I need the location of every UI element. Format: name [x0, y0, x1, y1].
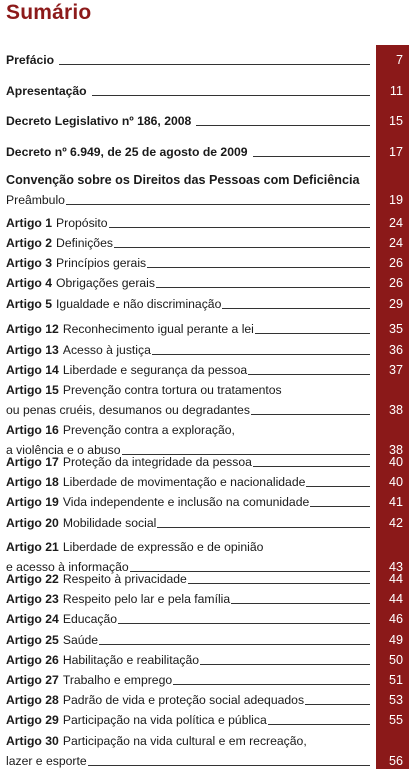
- toc-entry-line: [6, 749, 370, 769]
- toc-entry-text: Habilitação e reabilitação: [62, 653, 200, 667]
- toc-entry-line: [6, 648, 370, 668]
- leader-line: [248, 374, 370, 375]
- leader-line: [109, 227, 370, 228]
- leader-line: [99, 644, 370, 645]
- toc-entry-text: a violência e o abuso: [6, 443, 121, 457]
- toc-entry-text: Prevenção contra a exploração,: [62, 423, 235, 437]
- toc-entry-text: Saúde: [62, 633, 99, 647]
- toc-entry-line: [6, 628, 370, 648]
- toc-entry-line: [6, 567, 370, 587]
- toc-entry-line: [6, 271, 370, 291]
- toc-entry-label: Artigo 15: [6, 383, 59, 397]
- leader-line: [147, 267, 370, 268]
- toc-entry-text: e acesso à informação: [6, 560, 129, 574]
- toc-entry-label: Artigo 30: [6, 734, 59, 748]
- leader-line: [253, 466, 370, 467]
- toc-entry-line: [6, 317, 370, 337]
- toc-entry-line: [6, 708, 370, 728]
- page-number: 51: [388, 673, 403, 687]
- toc-entry-line: [6, 688, 370, 708]
- toc-entry-label: Artigo 5: [6, 297, 53, 311]
- page-number: 15: [388, 114, 403, 128]
- page-title: Sumário: [6, 1, 92, 24]
- leader-line: [268, 724, 370, 725]
- page-number: 44: [388, 592, 403, 606]
- page-number: 38: [388, 403, 403, 417]
- toc-entry-label: Artigo 21: [6, 540, 59, 554]
- page-number: 11: [389, 84, 403, 98]
- toc-entry-label: Artigo 29: [6, 713, 59, 727]
- toc-entry-text: Preâmbulo: [6, 193, 65, 207]
- leader-line: [156, 287, 370, 288]
- toc-entry-text: Propósito: [56, 216, 108, 230]
- toc-entry-line: [6, 729, 307, 749]
- toc-entry-text: Princípios gerais: [56, 256, 147, 270]
- leader-line: [157, 527, 370, 528]
- toc-entry-label: Artigo 16: [6, 423, 59, 437]
- page-number: 17: [388, 145, 403, 159]
- toc-entry-label: Convenção sobre os Direitos das Pessoas com Deficiência: [6, 173, 360, 187]
- toc-entry-line: [6, 490, 370, 510]
- leader-line: [310, 506, 370, 507]
- toc-entry-text: Reconhecimento igual perante a lei: [62, 322, 254, 336]
- leader-line: [253, 156, 370, 157]
- page-number: 19: [388, 193, 403, 207]
- toc-entry-line: [6, 140, 370, 160]
- page-number: 49: [388, 633, 403, 647]
- toc-entry-label: Artigo 20: [6, 516, 59, 530]
- toc-entry-line: [6, 292, 370, 312]
- page-number: 46: [388, 612, 403, 626]
- toc-entry-text: Vida independente e inclusão na comunidade: [62, 495, 310, 509]
- toc-entry-text: ou penas cruéis, desumanos ou degradantes: [6, 403, 250, 417]
- toc-entry-label: Artigo 18: [6, 475, 59, 489]
- page-number: 41: [388, 495, 403, 509]
- toc-entry-label: Artigo 28: [6, 693, 59, 707]
- toc-entry-text: Respeito à privacidade: [62, 572, 187, 586]
- toc-entry-line: [6, 79, 370, 99]
- toc-entry-line: [6, 188, 370, 208]
- leader-line: [306, 486, 370, 487]
- toc-entry-line: [6, 418, 235, 438]
- toc-entry-line: [6, 231, 370, 251]
- toc-entry-line: [6, 470, 370, 490]
- toc-entry-line: [6, 587, 370, 607]
- toc-entry-label: Artigo 25: [6, 633, 59, 647]
- leader-line: [255, 333, 370, 334]
- leader-line: [222, 308, 370, 309]
- toc-entry-line: [6, 535, 263, 555]
- toc-entry-text: Proteção da integridade da pessoa: [62, 455, 252, 469]
- leader-line: [66, 204, 370, 205]
- toc-entry-label: Decreto nº 6.949, de 25 de agosto de 2009: [6, 145, 248, 159]
- toc-entry-line: [6, 358, 370, 378]
- toc-entry-text: Liberdade de expressão e de opinião: [62, 540, 264, 554]
- leader-line: [92, 95, 370, 96]
- page-number: 53: [388, 693, 403, 707]
- page-number: 7: [395, 53, 403, 67]
- toc-entry-text: Padrão de vida e proteção social adequados: [62, 693, 305, 707]
- toc-entry-label: Artigo 23: [6, 592, 59, 606]
- leader-line: [88, 765, 370, 766]
- toc-entry-text: Prevenção contra tortura ou tratamentos: [62, 383, 282, 397]
- leader-line: [173, 684, 370, 685]
- leader-line: [152, 354, 370, 355]
- toc-entry-text: Educação: [62, 612, 118, 626]
- toc-entry-line: [6, 211, 370, 231]
- toc-entry-label: Artigo 3: [6, 256, 53, 270]
- toc-entry-label: Artigo 12: [6, 322, 59, 336]
- toc-entry-line: [6, 338, 370, 358]
- toc-entry-label: Artigo 17: [6, 455, 59, 469]
- toc-entry-line: [6, 607, 370, 627]
- toc-entry-line: [6, 48, 370, 68]
- page-number: 35: [388, 322, 403, 336]
- toc-entry-line: [6, 450, 370, 470]
- toc-entry-label: Artigo 4: [6, 276, 53, 290]
- toc-entry-label: Artigo 27: [6, 673, 59, 687]
- page-number: 43: [388, 560, 403, 574]
- toc-entry-text: Obrigações gerais: [56, 276, 155, 290]
- toc-entry-label: Artigo 13: [6, 343, 59, 357]
- page-number: 38: [388, 443, 403, 457]
- page-number: 37: [388, 363, 403, 377]
- leader-line: [118, 623, 370, 624]
- toc-entry-text: Liberdade de movimentação e nacionalidade: [62, 475, 306, 489]
- page-number: 24: [388, 236, 403, 250]
- toc-entry-text: lazer e esporte: [6, 754, 87, 768]
- page-number: 40: [388, 455, 403, 469]
- toc-entry-label: Artigo 19: [6, 495, 59, 509]
- page-number: 55: [388, 713, 403, 727]
- leader-line: [305, 704, 370, 705]
- toc-entry-label: Apresentação: [6, 84, 87, 98]
- toc-entry-line: [6, 109, 370, 129]
- toc-entry-text: Liberdade e segurança da pessoa: [62, 363, 248, 377]
- toc-entry-text: Participação na vida política e pública: [62, 713, 267, 727]
- toc-entry-text: Trabalho e emprego: [62, 673, 173, 687]
- leader-line: [188, 583, 370, 584]
- page-number: 40: [388, 475, 403, 489]
- toc-entry-text: Definições: [56, 236, 113, 250]
- toc-entry-label: Artigo 1: [6, 216, 53, 230]
- toc-entry-text: Acesso à justiça: [62, 343, 151, 357]
- toc-entry-label: Artigo 24: [6, 612, 59, 626]
- toc-entry-label: Artigo 2: [6, 236, 53, 250]
- leader-line: [59, 64, 370, 65]
- page-number: 42: [388, 516, 403, 530]
- page-number: 36: [388, 343, 403, 357]
- leader-line: [251, 414, 370, 415]
- leader-line: [114, 247, 370, 248]
- leader-line: [231, 603, 370, 604]
- toc-entry-label: Artigo 22: [6, 572, 59, 586]
- toc-entry-line: [6, 378, 282, 398]
- toc-entry-label: Artigo 14: [6, 363, 59, 377]
- toc-entry-line: [6, 168, 359, 188]
- toc-entry-line: [6, 668, 370, 688]
- toc-entry-text: Mobilidade social: [62, 516, 157, 530]
- toc-entry-line: [6, 398, 370, 418]
- toc-entry-line: [6, 511, 370, 531]
- toc-entry-text: Igualdade e não discriminação: [56, 297, 222, 311]
- toc-entry-label: Decreto Legislativo nº 186, 2008: [6, 114, 192, 128]
- page-number: 26: [388, 256, 403, 270]
- page-number: 29: [388, 297, 403, 311]
- leader-line: [196, 125, 370, 126]
- page-number: 56: [388, 754, 403, 768]
- toc-entry-label: Artigo 26: [6, 653, 59, 667]
- leader-line: [200, 664, 370, 665]
- toc-entry-text: Participação na vida cultural e em recreação,: [62, 734, 307, 748]
- page-number: 44: [388, 572, 403, 586]
- page-number: 24: [388, 216, 403, 230]
- page-number: 50: [388, 653, 403, 667]
- toc-entry-line: [6, 251, 370, 271]
- toc-entry-label: Prefácio: [6, 53, 55, 67]
- page-number: 26: [388, 276, 403, 290]
- toc-entry-text: Respeito pelo lar e pela família: [62, 592, 231, 606]
